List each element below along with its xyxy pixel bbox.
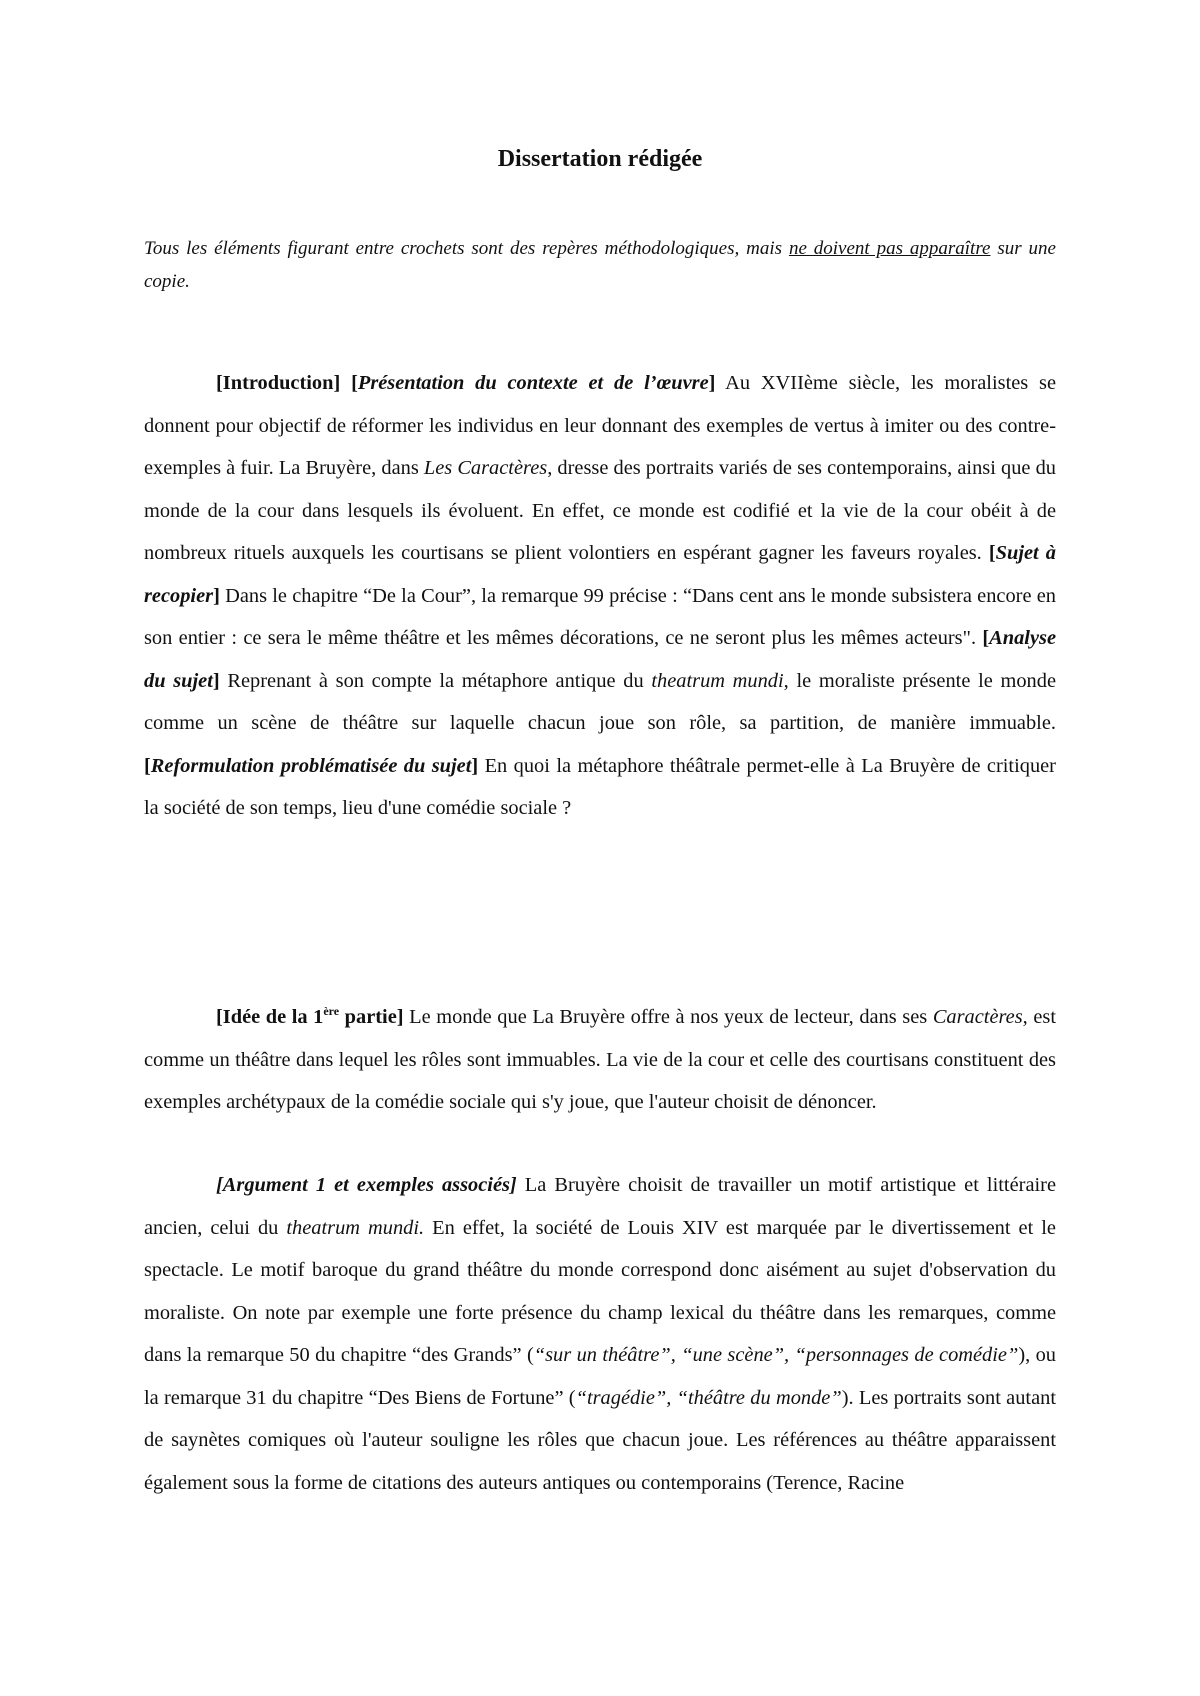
marker-introduction: [Introduction] [216, 372, 341, 394]
intro-text-3: Dans le chapitre “De la Cour”, la remarque 99 précise : “Dans cent ans le monde subsistera encore en son entier : ce sera le même théâtre et les mêmes décorations, ce ne seront plus les mêmes acteurs". [144, 584, 1056, 649]
marker-part1: [Idée de la 1ère partie] [216, 1004, 404, 1028]
marker-problematic: [Reformulation problématisée du sujet] [144, 754, 479, 777]
marker-context: [Présentation du contexte et de l’œuvre] [351, 372, 716, 394]
work-title: Les Caractères [423, 457, 548, 479]
methodology-note [144, 232, 1056, 298]
latin-term: theatrum mundi [651, 669, 784, 692]
note-text-before: Tous les éléments figurant entre crochets sont des repères méthodologiques, mais [144, 238, 789, 259]
part1-text-1: Le monde que La Bruyère offre à nos yeux de lecteur, dans ses [403, 1006, 933, 1028]
arg1-text-3: ), ou la remarque 31 du chapitre “Des Biens de Fortune” ( [144, 1344, 1057, 1409]
intro-text-1: Au XVIIème siècle, les moralistes se donnent pour objectif de réformer les individus en leur donnant des exemples de vertus à imiter ou des contre-exemples à fuir. La Bruyère, dans [144, 372, 1057, 479]
marker-argument1: [Argument 1 et exemples associés] [216, 1174, 517, 1196]
part1-text-2: , est comme un théâtre dans lequel les rôles sont immuables. La vie de la cour et celle des courtisans constituent des exemples archétypaux de la comédie sociale qui s'y joue, que l'auteur choisit de dénoncer. [144, 1006, 1056, 1113]
intro-text-4: Reprenant à son compte la métaphore antique du [219, 669, 652, 692]
latin-term-2: theatrum mundi. [286, 1216, 425, 1239]
marker-subject: [Sujet à recopier] [144, 542, 1056, 607]
intro-text-2: , dresse des portraits variés de ses contemporains, ainsi que du monde de la cour dans lesquels ils évoluent. En effet, ce monde est codifié et la vie de la cour obéit à de nombreux rituels auxquels les courtisans se plient volontiers en espérant gagner les faveurs royales. [144, 457, 1056, 564]
arg1-text-2: En effet, la société de Louis XIV est marquée par le divertissement et le spectacle. Le motif baroque du grand théâtre du monde correspond donc aisément au sujet d'observation du moraliste. On note par exemple une forte présence du champ lexical du théâtre dans les remarques, comme dans la remarque 50 du chapitre “des Grands” ( [144, 1216, 1056, 1366]
intro-text-5: , le moraliste présente le monde comme un scène de théâtre sur laquelle chacun joue son rôle, sa partition, de manière immuable. [144, 669, 1057, 734]
part1-idea-paragraph [144, 996, 1056, 1124]
introduction-paragraph [144, 362, 1056, 830]
argument1-paragraph [144, 1164, 1056, 1504]
note-underlined-text: ne doivent pas apparaître [788, 238, 991, 259]
quote-fortune: “tragédie”, “théâtre du monde” [575, 1386, 842, 1409]
intro-text-6: En quoi la métaphore théâtrale permet-elle à La Bruyère de critiquer la société de son temps, lieu d'une comédie sociale ? [144, 754, 1056, 819]
arg1-text-4: ). Les portraits sont autant de saynètes comiques où l'auteur souligne les rôles que chacun joue. Les références au théâtre apparaissent également sous la forme de citations des auteurs antiques ou contemporains (Terence, Racine [144, 1386, 1056, 1494]
note-text-after: sur une copie. [144, 238, 1056, 292]
work-title-short: Caractères [932, 1006, 1023, 1028]
page-title: Dissertation rédigée [497, 146, 703, 172]
arg1-text-1: La Bruyère choisit de travailler un motif artistique et littéraire ancien, celui du [144, 1174, 1056, 1239]
quote-grands: “sur un théâtre”, “une scène”, “personnages de comédie” [533, 1344, 1019, 1366]
marker-analysis: [Analyse du sujet] [144, 627, 1056, 692]
